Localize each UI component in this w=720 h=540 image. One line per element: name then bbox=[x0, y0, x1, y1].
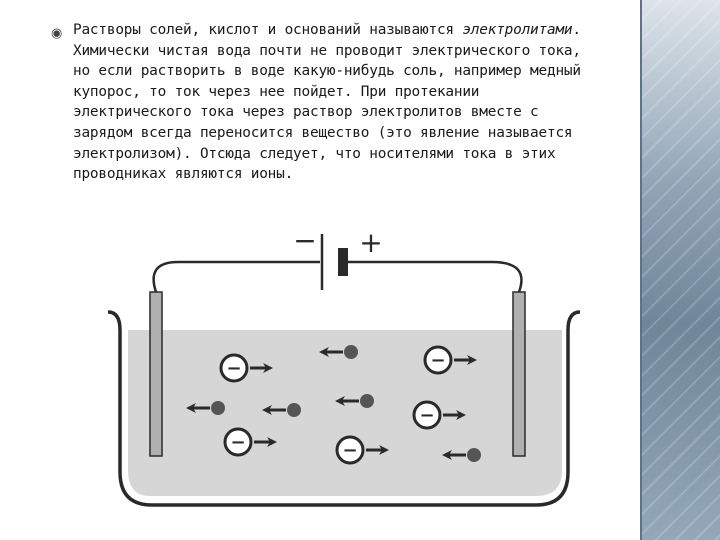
electrode-right bbox=[513, 292, 525, 456]
paragraph-intro: Растворы солей, кислот и оснований называются bbox=[73, 22, 463, 38]
svg-text:−: − bbox=[430, 350, 446, 371]
decorative-sidebar bbox=[640, 0, 720, 540]
svg-text:−: − bbox=[226, 358, 242, 379]
bullet-icon: ◉ bbox=[51, 26, 63, 41]
paragraph-rest: . Химически чистая вода почти не проводит электрического тока, но если растворить в воде какую-нибудь соль, например медный купорос, то ток через нее пойдет. При протекании электрического тока через раствор электролитов вместе с зарядом всегда переносится вещество (это явление называется электролизом). Отсюда следует, что носителями тока в этих проводниках являются ионы. bbox=[73, 22, 581, 183]
svg-text:−: − bbox=[342, 440, 358, 461]
term-electrolytes: электролитами bbox=[462, 22, 573, 38]
battery-short-plate bbox=[338, 248, 348, 276]
svg-text:−: − bbox=[230, 432, 246, 453]
battery-minus-label: − bbox=[293, 224, 317, 257]
svg-text:−: − bbox=[419, 405, 435, 426]
electrode-left bbox=[150, 292, 162, 456]
wire-left bbox=[154, 262, 320, 292]
battery-plus-label: + bbox=[359, 226, 383, 259]
wire-right bbox=[348, 262, 521, 292]
